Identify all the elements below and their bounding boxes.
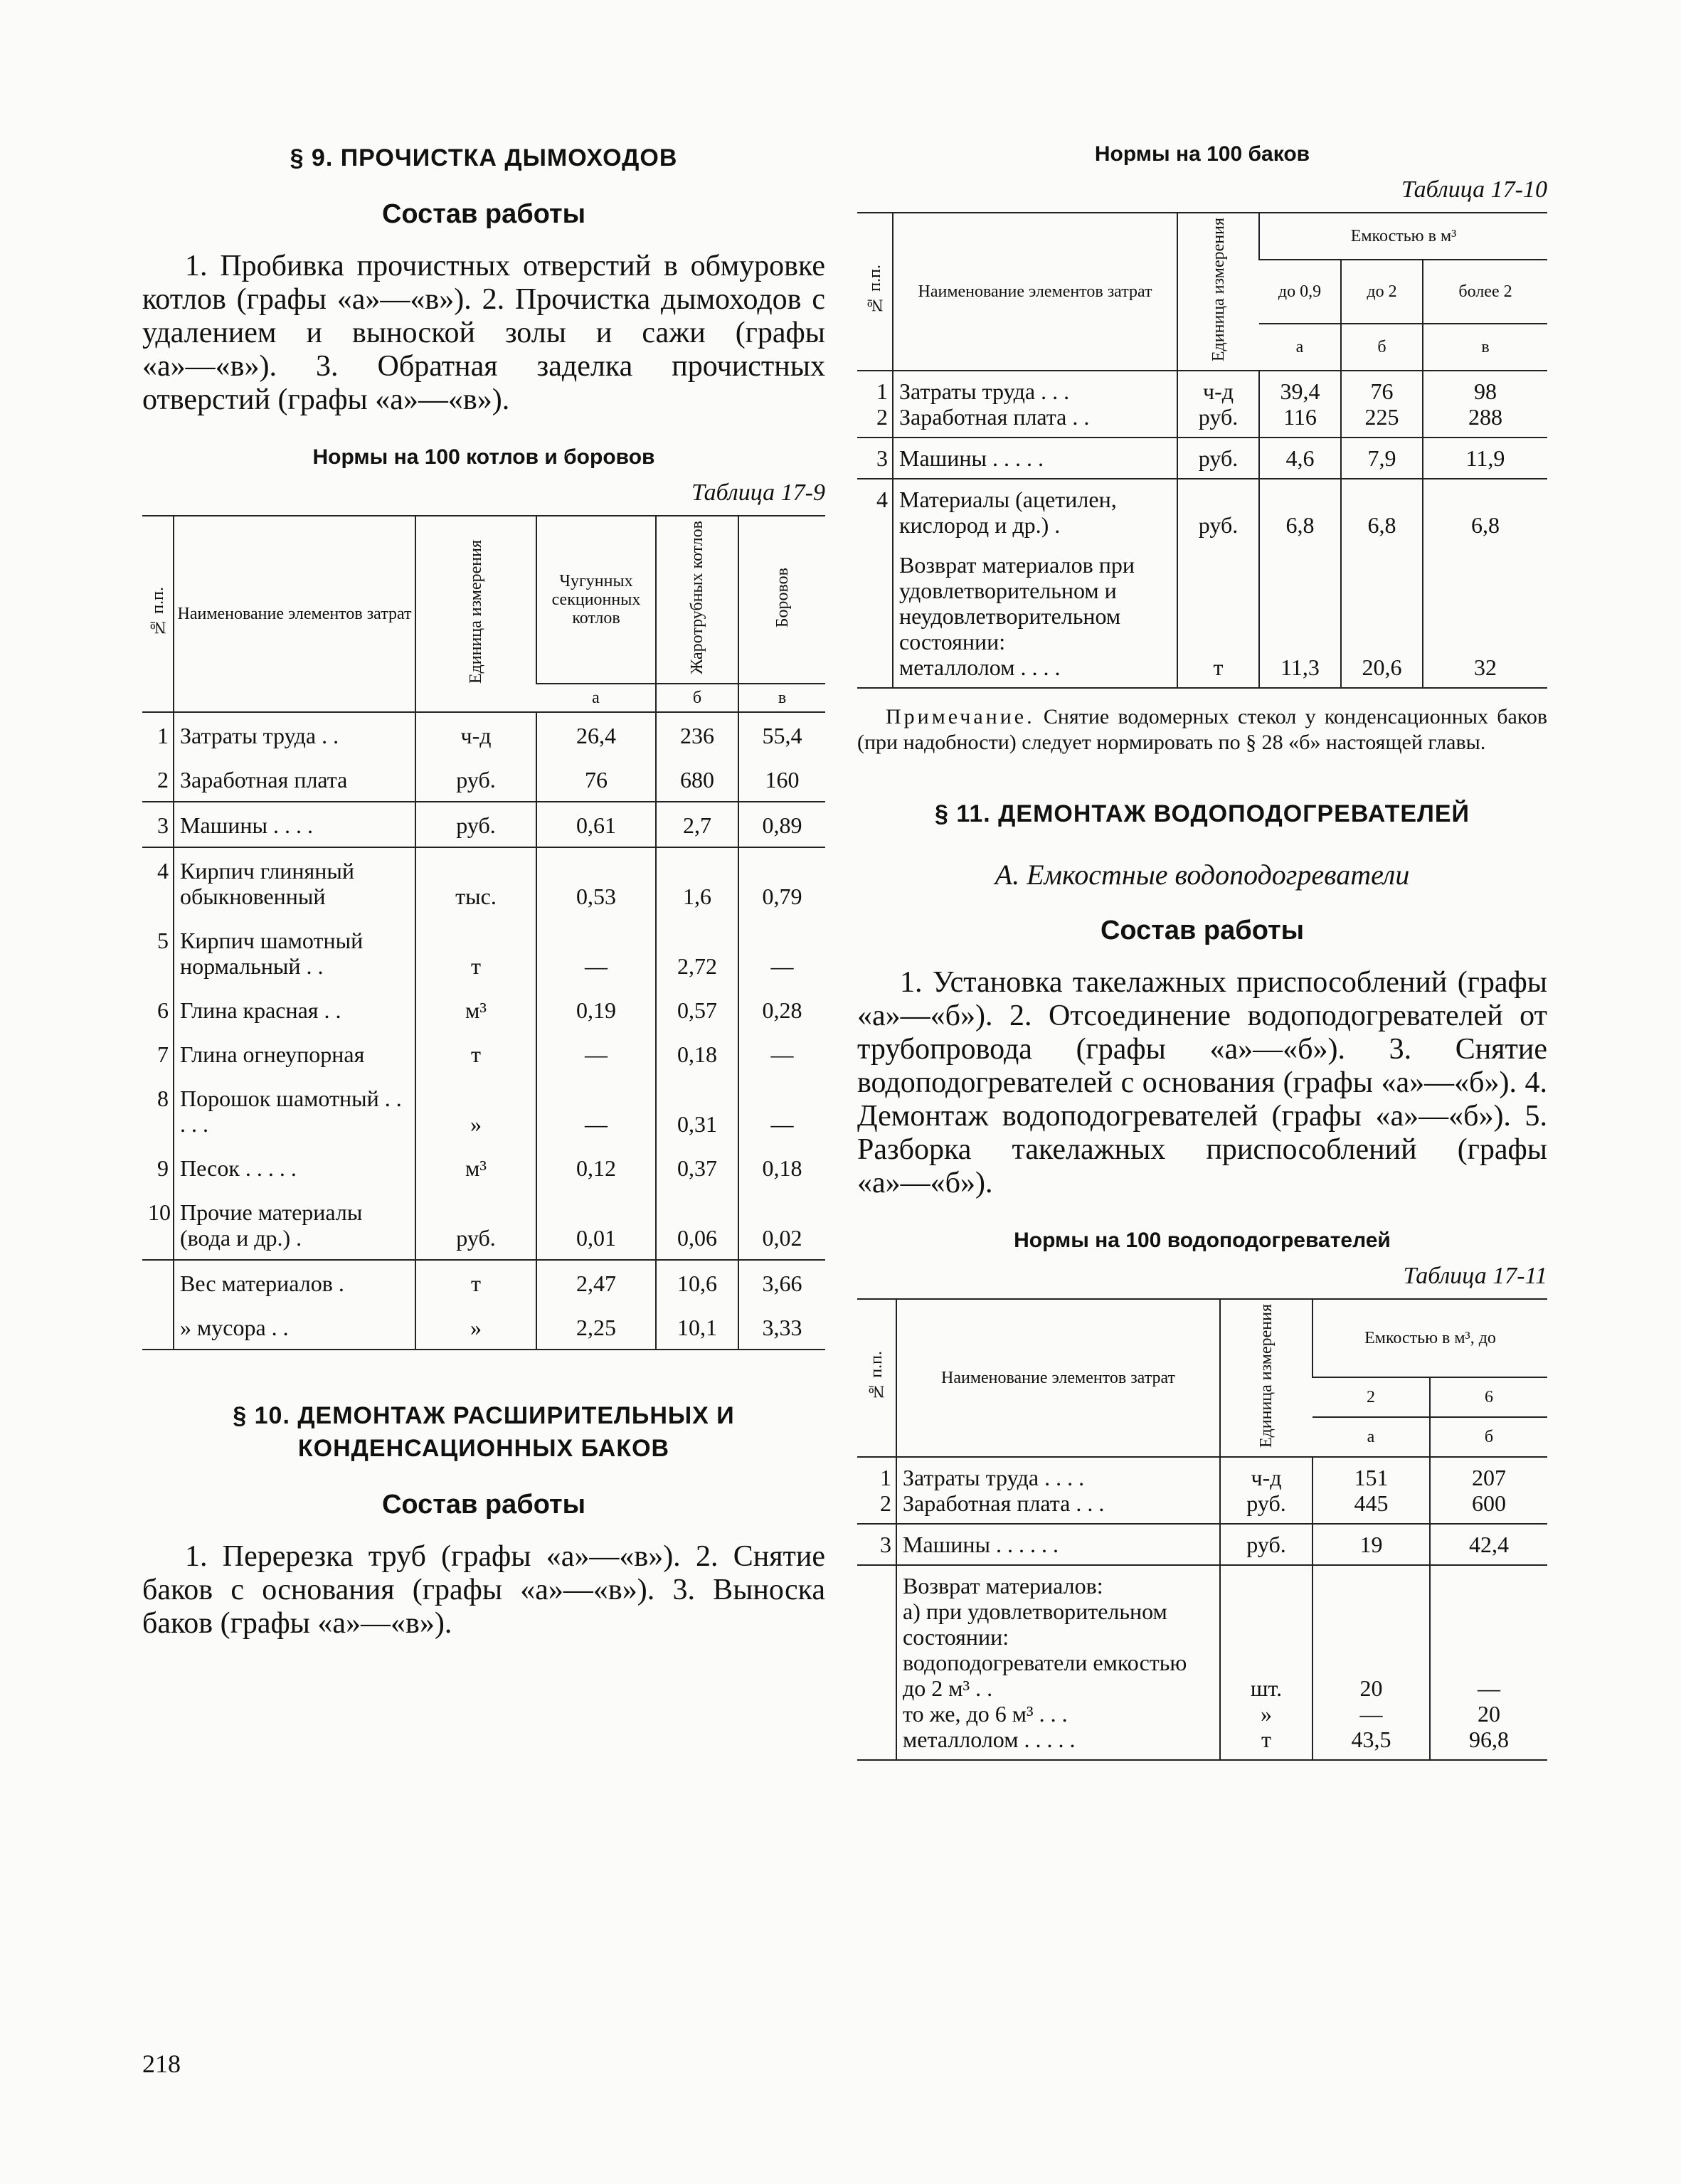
cell-unit: м³ — [415, 1145, 536, 1189]
cell-unit: руб. — [415, 802, 536, 847]
cell-unit: » — [415, 1305, 536, 1350]
cell-a: 76 — [536, 757, 656, 802]
cell-unit: руб. — [415, 1189, 536, 1260]
cell-a: 2,47 — [536, 1260, 656, 1305]
cell-c: 6,8 — [1423, 479, 1547, 545]
header-b: б — [1341, 324, 1423, 371]
cell-unit: шт. » т — [1220, 1565, 1313, 1760]
left-column — [142, 142, 825, 1669]
cell-num: 8 — [157, 1085, 169, 1111]
cell-name: Материалы (ацетилен, кислород и др.) . — [893, 479, 1177, 545]
cell-a: 0,01 — [536, 1189, 656, 1260]
section-10-text: 1. Перерезка труб (графы «а»—«в»). 2. Снятие баков с основания (графы «а»—«в»). 3. Выноска баков (графы «а»—«в»). — [142, 1539, 825, 1640]
table-row — [857, 371, 1547, 438]
cell-a: — — [536, 1032, 656, 1076]
cell-c: — — [738, 918, 825, 987]
section-11-subheading: А. Емкостные водоподогреватели — [995, 859, 1410, 891]
cell-a: — — [536, 918, 656, 987]
cell-a: 0,12 — [536, 1145, 656, 1189]
cell-b: 7,9 — [1341, 438, 1423, 479]
table-row — [142, 918, 825, 987]
header-col-b: Жаротрубных котлов — [656, 516, 738, 684]
cell-name: Кирпич шамотный нормальный . . — [174, 918, 415, 987]
header-capacity: Емкостью в м³ — [1259, 213, 1547, 260]
cell-unit: руб. — [1177, 479, 1259, 545]
cell-num: 9 — [157, 1155, 169, 1181]
section-11-text: 1. Установка такелажных приспособлений (графы «а»—«б»). 2. Отсоединение водоподогревателей от трубопровода (графы «а»—«б»). 3. Снятие водоподогревателей с основания (графы «а»—«б»). 4. Демонтаж водоподогревателей (графы «а»—«б»). 5. Разборка такелажных приспособлений (графы «а»—«б»). — [857, 966, 1547, 1199]
cell-unit: ч-д — [415, 712, 536, 757]
table-row — [142, 1076, 825, 1145]
cell-b: 207 600 — [1430, 1457, 1547, 1524]
cell-num: 1 — [142, 712, 174, 757]
cell-name: Затраты труда . . . . Заработная плата . . . — [896, 1457, 1220, 1524]
cell-num: 2 — [157, 766, 169, 793]
cell-c: 0,18 — [738, 1145, 825, 1189]
header-num: № п.п. — [857, 1299, 896, 1457]
cell-c: 0,28 — [738, 987, 825, 1032]
note-text: Снятие водомерных стекол у конденсационных баков (при надобности) следует нормировать по § 28 «б» настоящей главы. — [857, 705, 1548, 755]
table-17-10-title: Нормы на 100 баков — [1094, 142, 1310, 166]
cell-unit: » — [415, 1076, 536, 1145]
cell-num: 1 2 — [857, 371, 893, 438]
cell-num — [857, 545, 893, 688]
cell-num: 3 — [142, 802, 174, 847]
table-17-10-label: Таблица 17-10 — [1401, 176, 1547, 203]
cell-name: Порошок шамотный . . . . . — [174, 1076, 415, 1145]
cell-c: 0,89 — [738, 802, 825, 847]
table-row — [857, 545, 1547, 688]
table-17-11-title: Нормы на 100 водоподогревателей — [1014, 1229, 1391, 1252]
header-b: б — [1430, 1417, 1547, 1457]
cell-name: Машины . . . . . — [893, 438, 1177, 479]
cell-b: 10,1 — [656, 1305, 738, 1350]
header-name: Наименование элементов затрат — [893, 213, 1177, 371]
cell-a: — — [536, 1076, 656, 1145]
cell-num: 4 — [857, 479, 893, 545]
table-17-11 — [857, 1298, 1547, 1761]
cell-c: 98 288 — [1423, 371, 1547, 438]
cell-a: 6,8 — [1259, 479, 1341, 545]
cell-b: 0,06 — [656, 1189, 738, 1260]
header-c2: до 2 — [1341, 260, 1423, 324]
cell-name: Машины . . . . — [174, 802, 415, 847]
cell-b: 0,37 — [656, 1145, 738, 1189]
table-row — [142, 1189, 825, 1260]
header-unit: Единица измерения — [1177, 213, 1259, 371]
cell-name: Затраты труда . . — [174, 712, 415, 757]
section-9-heading: § 9. ПРОЧИСТКА ДЫМОХОДОВ — [290, 144, 678, 171]
cell-c: 32 — [1423, 545, 1547, 688]
table-row — [142, 1032, 825, 1076]
header-c1: до 0,9 — [1259, 260, 1341, 324]
cell-c: 3,33 — [738, 1305, 825, 1350]
header-a: а — [1259, 324, 1341, 371]
section-11-heading: § 11. ДЕМОНТАЖ ВОДОПОДОГРЕВАТЕЛЕЙ — [934, 800, 1470, 828]
table-17-9-title: Нормы на 100 котлов и боровов — [312, 445, 655, 469]
table-row — [142, 712, 825, 757]
header-a: а — [536, 684, 656, 712]
table-row — [142, 1305, 825, 1350]
right-column — [857, 142, 1547, 1761]
cell-name: Возврат материалов: а) при удовлетворительном состоянии: водоподогреватели емкостью до 2 м³ . . то же, до 6 м³ . . . металлолом . . . . . — [896, 1565, 1220, 1760]
cell-num — [857, 1565, 896, 1760]
header-name: Наименование элементов затрат — [896, 1299, 1220, 1457]
table-17-9 — [142, 515, 825, 1350]
cell-name: Глина красная . . — [174, 987, 415, 1032]
header-a: а — [1313, 1417, 1430, 1457]
cell-a: 4,6 — [1259, 438, 1341, 479]
table-row — [857, 1565, 1547, 1760]
cell-b: 0,31 — [656, 1076, 738, 1145]
header-num: № п.п. — [857, 213, 893, 371]
table-row — [142, 987, 825, 1032]
cell-c: 0,02 — [738, 1189, 825, 1260]
cell-unit: т — [415, 1032, 536, 1076]
cell-unit: т — [415, 918, 536, 987]
header-unit: Единица измерения — [415, 516, 536, 712]
cell-num: 10 — [148, 1199, 171, 1225]
cell-a: 0,19 — [536, 987, 656, 1032]
cell-a: 26,4 — [536, 712, 656, 757]
cell-b: 236 — [656, 712, 738, 757]
cell-b: 680 — [656, 757, 738, 802]
cell-a: 20 — 43,5 — [1313, 1565, 1430, 1760]
cell-a: 19 — [1313, 1524, 1430, 1565]
cell-c: 3,66 — [738, 1260, 825, 1305]
cell-unit: м³ — [415, 987, 536, 1032]
cell-a: 2,25 — [536, 1305, 656, 1350]
header-capacity: Емкостью в м³, до — [1313, 1299, 1547, 1377]
cell-b: — 20 96,8 — [1430, 1565, 1547, 1760]
table-row — [857, 1524, 1547, 1565]
cell-num: 1 2 — [857, 1457, 896, 1524]
cell-name: Песок . . . . . — [174, 1145, 415, 1189]
cell-name: » мусора . . — [174, 1305, 415, 1350]
cell-unit: ч-д руб. — [1177, 371, 1259, 438]
cell-b: 20,6 — [1341, 545, 1423, 688]
cell-c: — — [738, 1032, 825, 1076]
cell-b: 2,72 — [656, 918, 738, 987]
cell-c: 160 — [738, 757, 825, 802]
note-label: Примечание. — [886, 705, 1035, 729]
cell-c: 0,79 — [738, 847, 825, 918]
cell-name: Возврат материалов при удовлетворительном и неудовлетворительном состоянии: металлолом . . . . — [893, 545, 1177, 688]
cell-name: Кирпич глиняный обыкновенный — [174, 847, 415, 918]
table-17-9-label: Таблица 17-9 — [691, 479, 825, 506]
cell-a: 151 445 — [1313, 1457, 1430, 1524]
cell-c: 55,4 — [738, 712, 825, 757]
cell-num: 3 — [857, 438, 893, 479]
cell-b: 1,6 — [656, 847, 738, 918]
cell-unit: руб. — [415, 757, 536, 802]
section-10-heading: § 10. ДЕМОНТАЖ РАСШИРИТЕЛЬНЫХ И КОНДЕНСАЦИОННЫХ БАКОВ — [233, 1401, 735, 1462]
table-17-10 — [857, 212, 1547, 689]
table-row — [857, 438, 1547, 479]
header-name: Наименование элементов затрат — [174, 516, 415, 712]
cell-a: 39,4 116 — [1259, 371, 1341, 438]
section-9-sostav: Состав работы — [381, 198, 586, 229]
cell-name: Прочие материалы (вода и др.) . — [174, 1189, 415, 1260]
cell-name: Машины . . . . . . — [896, 1524, 1220, 1565]
cell-num: 5 — [157, 927, 169, 953]
section-9-text: 1. Пробивка прочистных отверстий в обмуровке котлов (графы «а»—«в»). 2. Прочистка дымоходов с удалением и выноской золы и сажи (графы «а»—«в»). 3. Обратная заделка прочистных отверстий (графы «а»—«в»). — [142, 249, 825, 416]
cell-num: 7 — [157, 1041, 169, 1067]
header-col-c: Боровов — [738, 516, 825, 684]
cell-unit: т — [1177, 545, 1259, 688]
cell-name: Вес материалов . — [174, 1260, 415, 1305]
cell-a: 0,53 — [536, 847, 656, 918]
table-row — [142, 1260, 825, 1305]
table-row — [142, 847, 825, 918]
cell-c: 11,9 — [1423, 438, 1547, 479]
cell-num: 3 — [857, 1524, 896, 1565]
cell-num: 4 — [142, 847, 174, 918]
cell-name: Глина огнеупорная — [174, 1032, 415, 1076]
cell-num: 6 — [157, 997, 169, 1023]
table-row — [142, 802, 825, 847]
cell-b: 0,18 — [656, 1032, 738, 1076]
cell-num — [142, 1305, 174, 1350]
header-col-a: Чугунных секционных котлов — [536, 516, 656, 684]
cell-b: 10,6 — [656, 1260, 738, 1305]
table-row — [142, 1145, 825, 1189]
cell-b: 2,7 — [656, 802, 738, 847]
cell-unit: ч-д руб. — [1220, 1457, 1313, 1524]
cell-unit: руб. — [1220, 1524, 1313, 1565]
section-11-sostav: Состав работы — [1100, 916, 1305, 945]
cell-name: Затраты труда . . . Заработная плата . . — [893, 371, 1177, 438]
header-c: в — [738, 684, 825, 712]
cell-unit: руб. — [1177, 438, 1259, 479]
section-10-sostav: Состав работы — [381, 1489, 586, 1520]
cell-b: 42,4 — [1430, 1524, 1547, 1565]
cell-name: Заработная плата — [174, 757, 415, 802]
header-unit: Единица измерения — [1220, 1299, 1313, 1457]
header-c3: более 2 — [1423, 260, 1547, 324]
cell-b: 76 225 — [1341, 371, 1423, 438]
header-c1: 2 — [1313, 1377, 1430, 1417]
table-row — [142, 757, 825, 802]
table-row — [857, 479, 1547, 545]
table-17-11-label: Таблица 17-11 — [1403, 1263, 1547, 1289]
header-b: б — [656, 684, 738, 712]
cell-c: — — [738, 1076, 825, 1145]
header-num: № п.п. — [142, 516, 174, 712]
cell-unit: тыс. — [415, 847, 536, 918]
cell-a: 0,61 — [536, 802, 656, 847]
cell-unit: т — [415, 1260, 536, 1305]
cell-b: 0,57 — [656, 987, 738, 1032]
cell-b: 6,8 — [1341, 479, 1423, 545]
cell-num — [142, 1260, 174, 1305]
header-c: в — [1423, 324, 1547, 371]
table-17-10-note — [857, 704, 1547, 756]
table-row — [857, 1457, 1547, 1524]
page-number: 218 — [142, 2050, 181, 2078]
cell-a: 11,3 — [1259, 545, 1341, 688]
header-c2: 6 — [1430, 1377, 1547, 1417]
